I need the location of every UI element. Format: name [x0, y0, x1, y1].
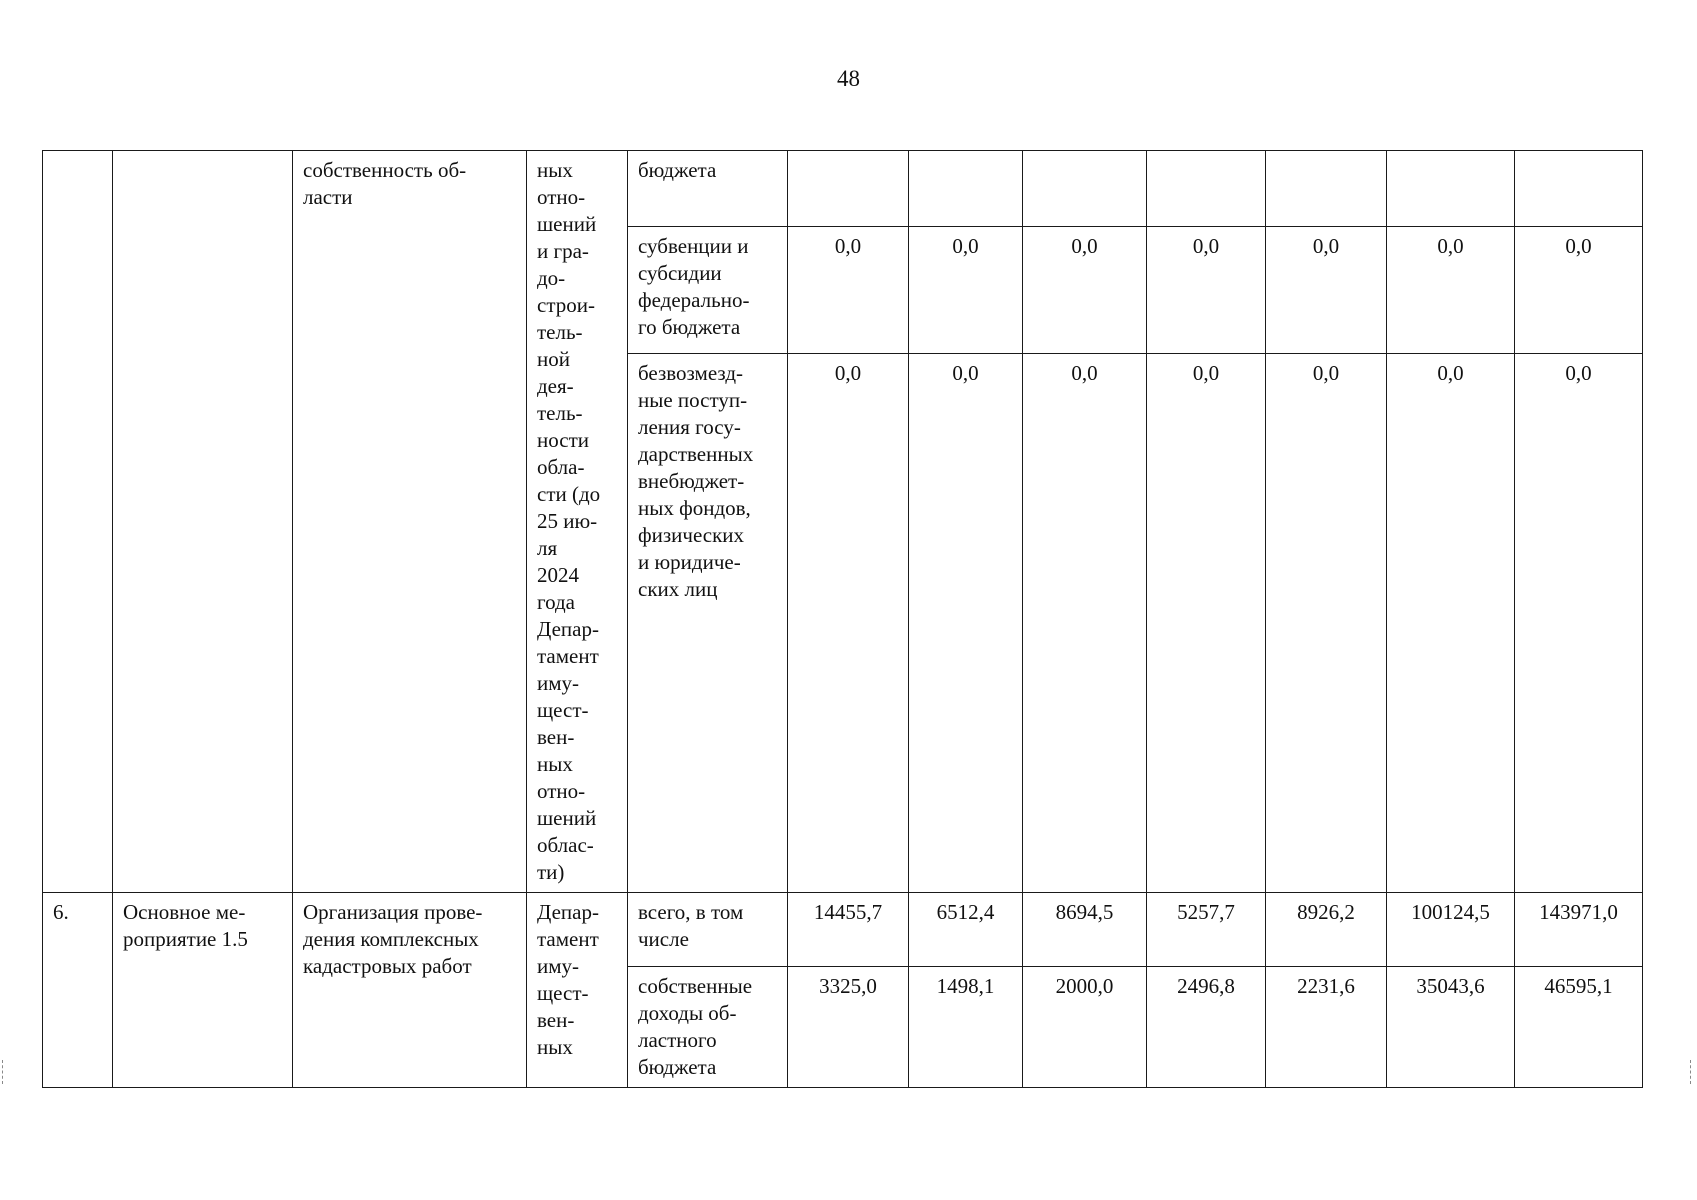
executor-cell: Депар- тамент иму- щест- вен- ных [527, 893, 628, 1088]
value-cell: 0,0 [1147, 354, 1266, 893]
value-cell: 0,0 [1266, 227, 1387, 354]
budget-table [42, 150, 1643, 1088]
value-cell: 0,0 [1515, 354, 1643, 893]
value-cell: 3325,0 [788, 967, 909, 1088]
left-margin-mark [2, 1060, 9, 1084]
value-cell: 1498,1 [909, 967, 1023, 1088]
value-cell: 46595,1 [1515, 967, 1643, 1088]
funding-source-cell: бюджета [628, 151, 788, 227]
funding-source-cell: всего, в том числе [628, 893, 788, 967]
value-cell [1387, 151, 1515, 227]
value-cell: 2000,0 [1023, 967, 1147, 1088]
name-cell-empty [113, 151, 293, 893]
value-cell: 6512,4 [909, 893, 1023, 967]
right-margin-mark [1690, 1060, 1697, 1084]
value-cell: 0,0 [909, 354, 1023, 893]
value-cell: 0,0 [1266, 354, 1387, 893]
value-cell: 0,0 [1023, 354, 1147, 893]
value-cell [1147, 151, 1266, 227]
value-cell: 0,0 [1387, 227, 1515, 354]
value-cell: 0,0 [788, 354, 909, 893]
value-cell: 0,0 [1515, 227, 1643, 354]
table-row [43, 151, 1643, 227]
value-cell: 0,0 [1387, 354, 1515, 893]
table-row [43, 893, 1643, 967]
value-cell: 0,0 [909, 227, 1023, 354]
value-cell: 2496,8 [1147, 967, 1266, 1088]
value-cell [1023, 151, 1147, 227]
executor-cell: ных отно- шений и гра- до- строи- тель- ной дея- тель- ности обла- сти (до 25 ию- ля 2024 года Депар- тамент иму- щест- вен- ных отно- шений облас- ти) [527, 151, 628, 893]
funding-source-cell: собственные доходы об- ластного бюджета [628, 967, 788, 1088]
funding-source-cell: субвенции и субсидии федерально- го бюджета [628, 227, 788, 354]
value-cell: 0,0 [1147, 227, 1266, 354]
value-cell [909, 151, 1023, 227]
page-number: 48 [837, 66, 860, 91]
value-cell [1515, 151, 1643, 227]
value-cell: 2231,6 [1266, 967, 1387, 1088]
value-cell: 14455,7 [788, 893, 909, 967]
value-cell: 35043,6 [1387, 967, 1515, 1088]
value-cell: 8694,5 [1023, 893, 1147, 967]
item-name-cell: Основное ме- роприятие 1.5 [113, 893, 293, 1088]
value-cell: 8926,2 [1266, 893, 1387, 967]
measure-cell: собственность об- ласти [293, 151, 527, 893]
value-cell: 0,0 [788, 227, 909, 354]
measure-cell: Организация прове- дения комплексных кадастровых работ [293, 893, 527, 1088]
value-cell: 5257,7 [1147, 893, 1266, 967]
item-number-cell: 6. [43, 893, 113, 1088]
value-cell: 143971,0 [1515, 893, 1643, 967]
value-cell [1266, 151, 1387, 227]
value-cell: 0,0 [1023, 227, 1147, 354]
number-cell-empty [43, 151, 113, 893]
funding-source-cell: безвозмезд- ные поступ- ления госу- дарственных внебюджет- ных фондов, физических и юридиче- ских лиц [628, 354, 788, 893]
value-cell: 100124,5 [1387, 893, 1515, 967]
value-cell [788, 151, 909, 227]
